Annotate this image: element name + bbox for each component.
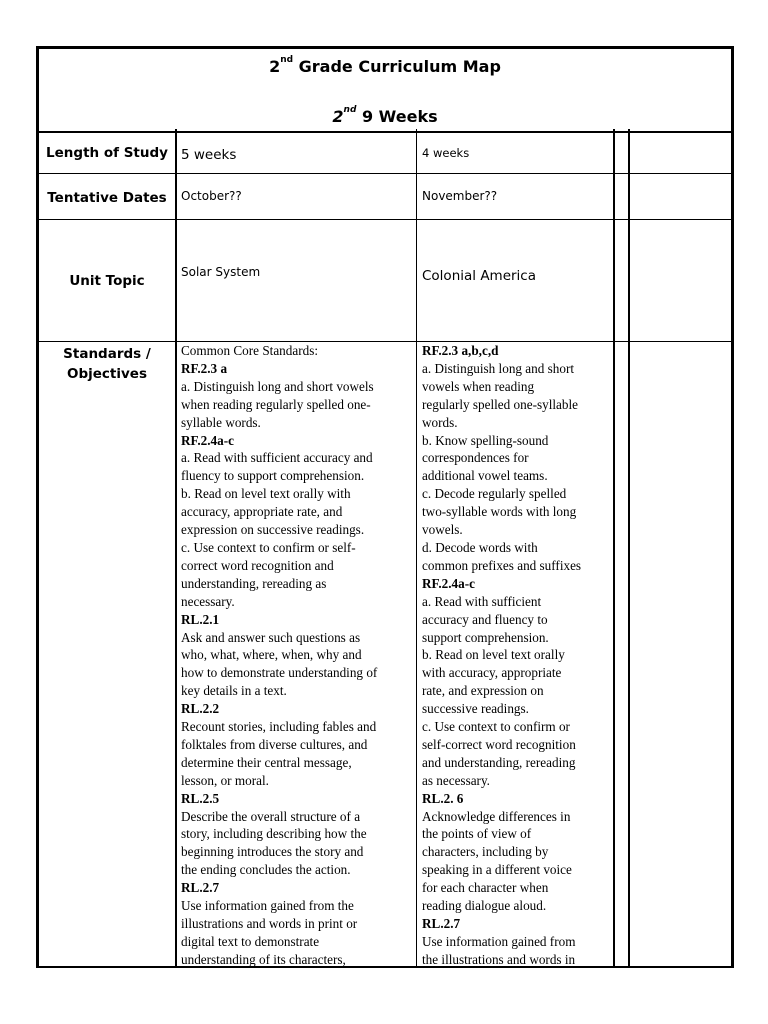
column-divider <box>613 129 615 968</box>
standard-text-line: Common Core Standards: <box>181 343 318 358</box>
standard-text-line: correspondences for <box>422 450 529 466</box>
standard-text-line: correct word recognition and <box>181 557 334 573</box>
standard-text-line: the illustrations and words in <box>422 951 576 967</box>
standard-text-line: as necessary. <box>422 772 490 788</box>
standard-text-line: characters, including by <box>422 844 549 860</box>
length-of-study-label: Length of Study <box>46 145 168 161</box>
column-divider <box>416 129 417 968</box>
column-divider <box>628 129 630 968</box>
standard-text-line: words. <box>422 414 458 430</box>
standard-text-line: and understanding, rereading <box>422 754 576 770</box>
standard-text-line: necessary. <box>181 593 235 609</box>
standard-text-line: a. Distinguish long and short vowels <box>181 378 374 394</box>
title-block <box>39 49 731 133</box>
standard-text-line: lesson, or moral. <box>181 772 269 788</box>
standard-text-line: Describe the overall structure of a <box>181 808 361 824</box>
standard-text-line: reading dialogue aloud. <box>422 898 547 914</box>
standard-text-line: a. Read with sufficient <box>422 593 542 609</box>
standard-text-line: folktales from diverse cultures, and <box>181 736 368 752</box>
standard-text-line: illustrations and words in print or <box>181 916 358 931</box>
row-divider <box>36 966 734 968</box>
col2-topic-value: Colonial America <box>422 268 537 284</box>
standard-text-line: a. Read with sufficient accuracy and <box>181 450 373 466</box>
standards-objectives-label: Standards / Objectives <box>63 346 151 382</box>
standard-text-line: vowels. <box>422 522 463 538</box>
col1-topic-value: Solar System <box>181 265 261 279</box>
standard-text-line: successive readings. <box>422 701 529 717</box>
page-title: 2nd Grade Curriculum Map <box>269 55 501 76</box>
standard-text-line: c. Use context to confirm or self- <box>181 539 356 555</box>
standard-text-line: key details in a text. <box>181 683 287 699</box>
standard-text-line: understanding of its characters, <box>181 951 346 967</box>
standard-text-line: the points of view of <box>422 826 532 842</box>
standard-code: RF.2.4a-c <box>422 575 475 591</box>
standard-code: RF.2.4a-c <box>181 432 234 448</box>
page-subtitle: 2nd 9 Weeks <box>332 105 438 126</box>
standard-text-line: Ask and answer such questions as <box>181 629 361 645</box>
col2-standards-text <box>422 342 581 969</box>
standard-text-line: rate, and expression on <box>422 683 544 699</box>
standard-text-line: syllable words. <box>181 414 261 430</box>
standard-code: RL.2.7 <box>181 880 220 896</box>
tentative-dates-label: Tentative Dates <box>47 190 167 206</box>
standard-text-line: c. Use context to confirm or <box>422 719 570 735</box>
column-divider <box>175 129 177 968</box>
col1-length-value: 5 weeks <box>181 147 237 163</box>
standard-text-line: b. Know spelling-sound <box>422 432 549 448</box>
standard-text-line: beginning introduces the story and <box>181 844 364 860</box>
standard-text-line: how to demonstrate understanding of <box>181 665 378 681</box>
standard-text-line: self-correct word recognition <box>422 736 576 752</box>
standard-text-line: support comprehension. <box>422 629 549 645</box>
standard-code: RL.2.1 <box>181 611 220 627</box>
standard-code: RL.2. 6 <box>422 790 464 806</box>
standard-text-line: Use information gained from <box>422 933 576 949</box>
standard-text-line: Acknowledge differences in <box>422 808 571 824</box>
standard-text-line: a. Distinguish long and short <box>422 360 575 376</box>
col2-length-value: 4 weeks <box>422 146 470 160</box>
col1-dates-value: October?? <box>181 189 242 203</box>
standard-text-line: the ending concludes the action. <box>181 862 351 878</box>
standard-text-line: fluency to support comprehension. <box>181 468 365 484</box>
standard-text-line: additional vowel teams. <box>422 468 548 484</box>
col1-standards-text <box>181 342 377 969</box>
standard-text-line: for each character when <box>422 880 549 896</box>
standard-text-line: c. Decode regularly spelled <box>422 486 567 502</box>
standard-code: RF.2.3 a,b,c,d <box>422 343 499 358</box>
col2-dates-value: November?? <box>422 189 498 203</box>
standard-text-line: Use information gained from the <box>181 898 354 914</box>
standard-text-line: with accuracy, appropriate <box>422 665 562 681</box>
standard-text-line: understanding, rereading as <box>181 575 327 591</box>
row-divider <box>39 219 731 220</box>
standard-text-line: speaking in a different voice <box>422 862 572 878</box>
standard-text-line: expression on successive readings. <box>181 522 365 538</box>
standard-text-line: accuracy, appropriate rate, and <box>181 504 343 520</box>
standard-text-line: story, including describing how the <box>181 826 367 842</box>
standard-code: RL.2.5 <box>181 790 220 806</box>
standard-text-line: Recount stories, including fables and <box>181 719 377 735</box>
standard-text-line: b. Read on level text orally with <box>181 486 351 502</box>
standard-code: RL.2.2 <box>181 701 220 717</box>
row-divider <box>39 341 731 342</box>
standard-code: RL.2.7 <box>422 916 461 931</box>
standard-text-line: vowels when reading <box>422 378 535 394</box>
standard-text-line: common prefixes and suffixes <box>422 557 582 573</box>
standard-text-line: determine their central message, <box>181 754 352 770</box>
standard-text-line: who, what, where, when, why and <box>181 647 362 663</box>
standard-text-line: b. Read on level text orally <box>422 647 565 663</box>
row-divider <box>39 173 731 174</box>
unit-topic-label: Unit Topic <box>69 273 145 289</box>
standard-text-line: regularly spelled one-syllable <box>422 396 578 412</box>
standard-text-line: d. Decode words with <box>422 539 538 555</box>
standard-text-line: two-syllable words with long <box>422 504 577 520</box>
standard-text-line: accuracy and fluency to <box>422 611 548 627</box>
standard-code: RF.2.3 a <box>181 360 228 376</box>
standard-text-line: when reading regularly spelled one- <box>181 396 371 412</box>
standard-text-line: digital text to demonstrate <box>181 933 320 949</box>
